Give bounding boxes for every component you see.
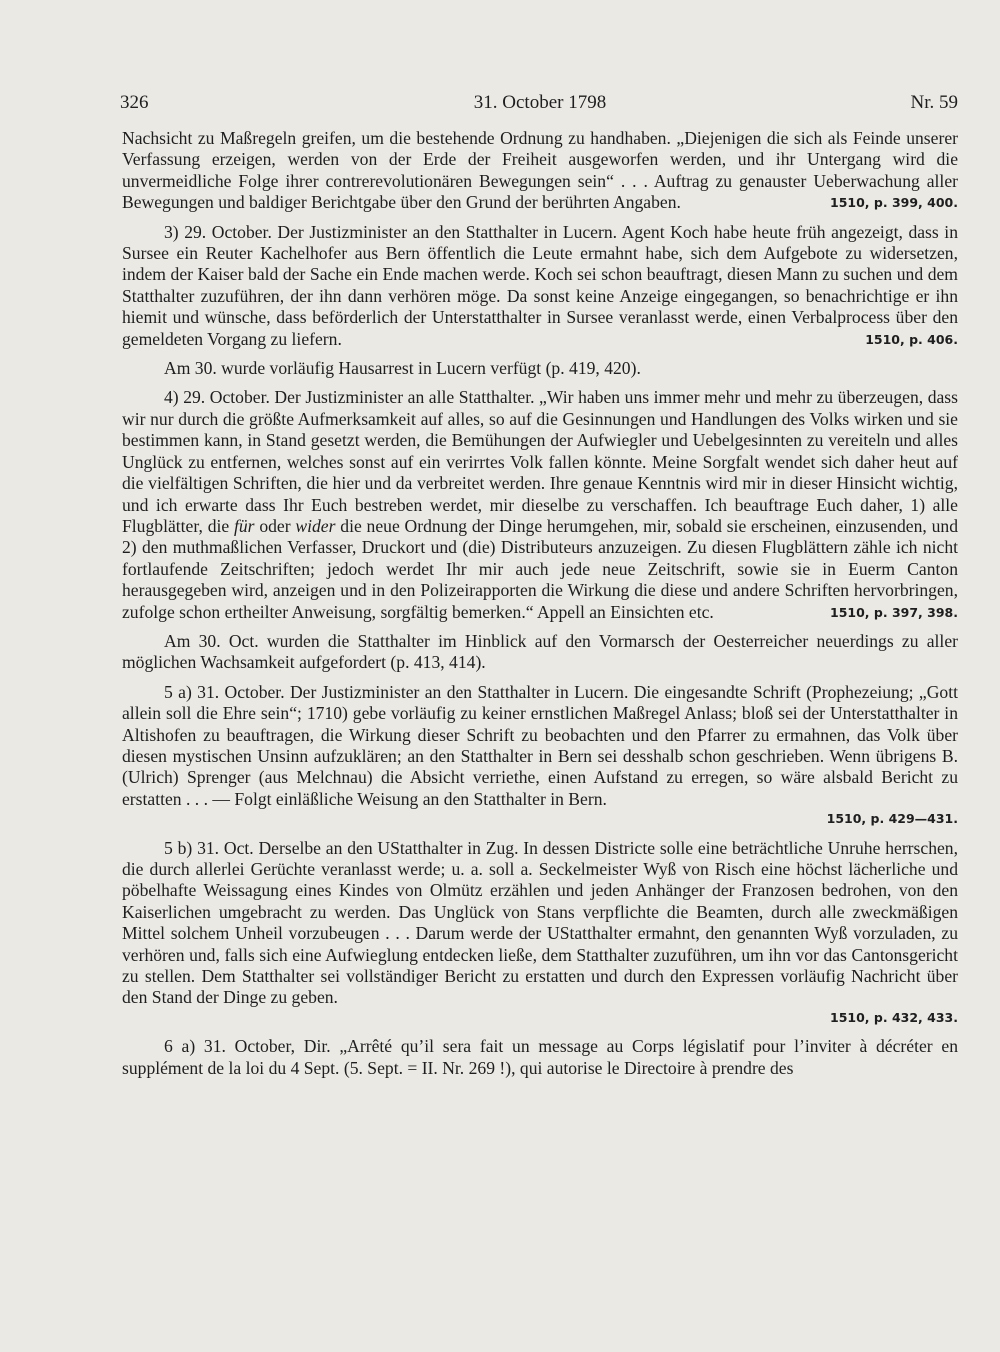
- paragraph-text: oder: [259, 515, 291, 536]
- italic-word: wider: [295, 515, 336, 536]
- paragraph-text: 4) 29. October. Der Justizminister an alle Statthalter. „Wir haben uns immer mehr und mehr zu überzeugen, dass wir nur durch die größte Aufmerksamkeit auf alles, so auf die Gesinnungen und Handlungen des Volks wirken und sie bestimmen kann, in Stand gesetzt werden, die Bemühungen der Aufwiegler und Uebelgesinnten zu vereiteln und alles Unglück zu entfernen, welches sonst auf ein verirrtes Volk fallen könnte. Meine Sorgfalt wendet sich daher heut auf die vielfältigen Schriften, die hier und da verbreitet werden. Ihre genaue Kenntnis wird mir in dieser Hinsicht wichtig, und ich erwarte dass Ihr Euch bestreben werdet, mir dieselbe zu verschaffen. Ich beauftrage Euch daher, 1) alle Flugblätter, die: [122, 387, 958, 536]
- paragraph-text: Nachsicht zu Maßregeln greifen, um die bestehende Ordnung zu handhaben. „Diejenigen die sich als Feinde unserer Verfassung erzeigen, werden von der Erde der Freiheit ausgeworfen werden, und ihr Untergang wird die unvermeidliche Folge ihrer contrerevolutionären Bewegungen sein“ . . . Auftrag zu genauster Ueberwachung aller Bewegungen und baldiger Berichtgabe über den Grund der berührten Angaben.: [122, 128, 958, 213]
- page-body: [122, 128, 958, 1087]
- paragraph-text: 6 a) 31. October, Dir. „Arrêté qu’il sera fait un message au Corps législatif pour l’inviter à décréter en supplément de la loi du 4 Sept. (5. Sept. = II. Nr. 269 !), qui autorise le Directoire à prendre des: [122, 1036, 958, 1078]
- archive-reference: 1510, p. 399, 400.: [830, 195, 958, 211]
- paragraph: [122, 387, 958, 622]
- page-header: [120, 92, 960, 120]
- document-number: Nr. 59: [910, 92, 958, 113]
- paragraph: [122, 631, 958, 674]
- paragraph-text: die neue Ordnung der Dinge herumgehen, mir, sobald sie erscheinen, einzusenden, und 2) den muthmaßlichen Verfasser, Druckort und (die) Distributeurs anzuzeigen. Zu diesen Flugblättern zähle ich nicht fortlaufende Zeitschriften; jedoch werdet Ihr mir auch jede neue Zeitschrift, sowie sie in Euerm Canton herausgegeben wird, anzeigen und in den Polizeirapporten die Wirkung die diese und andere Schriften hervorbringen, zufolge schon ertheilter Anweisung, sorgfältig bemerken.“ Appell an Einsichten etc.: [122, 515, 958, 622]
- archive-reference: 1510, p. 406.: [865, 331, 958, 347]
- paragraph: [122, 838, 958, 1029]
- paragraph-text: 5 a) 31. October. Der Justizminister an den Statthalter in Lucern. Die eingesandte Schrift (Prophezeiung; „Gott allein soll die Ehre sein“; 1710) gebe vorläufig zu keiner ernstlichen Maßregel Anlass; bloß sei der Unterstatthalter in Altishofen zu beauftragen, die Wirkung dieser Schrift zu beobachten und den Pfarrer zu ermahnen, das Volk über diesen mystischen Unsinn aufzuklären; an den Statthalter in Bern sei desshalb schon geschrieben. Wenn übrigens B. (Ulrich) Sprenger (aus Melchnau) die Absicht verriethe, einen Aufstand zu erregen, so wäre alsbald Bericht zu erstatten . . . — Folgt einläßliche Weisung an den Statthalter in Bern.: [122, 681, 958, 809]
- paragraph-text: Am 30. Oct. wurden die Statthalter im Hinblick auf den Vormarsch der Oesterreicher neuerdings zu aller möglichen Wachsamkeit aufgefordert (p. 413, 414).: [122, 630, 958, 673]
- running-title: 31. October 1798: [473, 92, 607, 113]
- archive-reference: 1510, p. 432, 433.: [830, 1009, 958, 1025]
- paragraph: [122, 358, 958, 379]
- page-number: 326: [120, 92, 149, 113]
- paragraph-text: 3) 29. October. Der Justizminister an den Statthalter in Lucern. Agent Koch habe heute früh angezeigt, dass in Sursee ein Reuter Kachelhofer aus Bern öffentlich die Leute ermahnt habe, sich dem Aufgebote zu widersetzen, indem der Kaiser bald der Sache ein Ende machen werde. Koch sei schon beauftragt, diesen Mann zu suchen und dem Statthalter zuzuführen, der ihn dann verhören möge. Da sonst keine Anzeige eingegangen, so benachrichtige er ihn hiemit und wünsche, dass beförderlich der Unterstatthalter in Sursee veranlasst werde, einen Verbalprocess über den gemeldeten Vorgang zu liefern.: [122, 221, 958, 349]
- archive-reference: 1510, p. 397, 398.: [830, 604, 958, 620]
- paragraph-text: Am 30. wurde vorläufig Hausarrest in Lucern verfügt (p. 419, 420).: [164, 358, 641, 379]
- paragraph: [122, 682, 958, 830]
- paragraph: [122, 222, 958, 350]
- paragraph: [122, 128, 958, 214]
- paragraph-text: 5 b) 31. Oct. Derselbe an den UStatthalter in Zug. In dessen Districte solle eine beträchtliche Unruhe herrschen, die durch allerlei Gerüchte veranlasst werde; u. a. soll a. Seckelmeister Wyß von Risch eine höchst lächerliche und pöbelhafte Weissagung eines Kindes von Olmütz erzählen und jeden Anhänger der Franzosen bedrohen, von den Kaiserlichen umgebracht zu werden. Das Unglück von Stans verpflichte die Beamten, durch alle zweckmäßigen Mittel solchem Unheil vorzubeugen . . . Darum werde der UStatthalter ermahnt, den genannten Wyß vorzuladen, zu verhören und, falls sich eine Aufwieglung entdecken ließe, dem Statthalter zuzuführen, um ihn vor das Cantonsgericht zu stellen. Dem Statthalter sei vollständiger Bericht zu erstatten und durch den Expressen vorläufig Nachricht über den Stand der Dinge zu geben.: [122, 837, 958, 1008]
- paragraph: [122, 1036, 958, 1079]
- italic-word: für: [233, 515, 255, 536]
- archive-reference: 1510, p. 429—431.: [826, 811, 958, 827]
